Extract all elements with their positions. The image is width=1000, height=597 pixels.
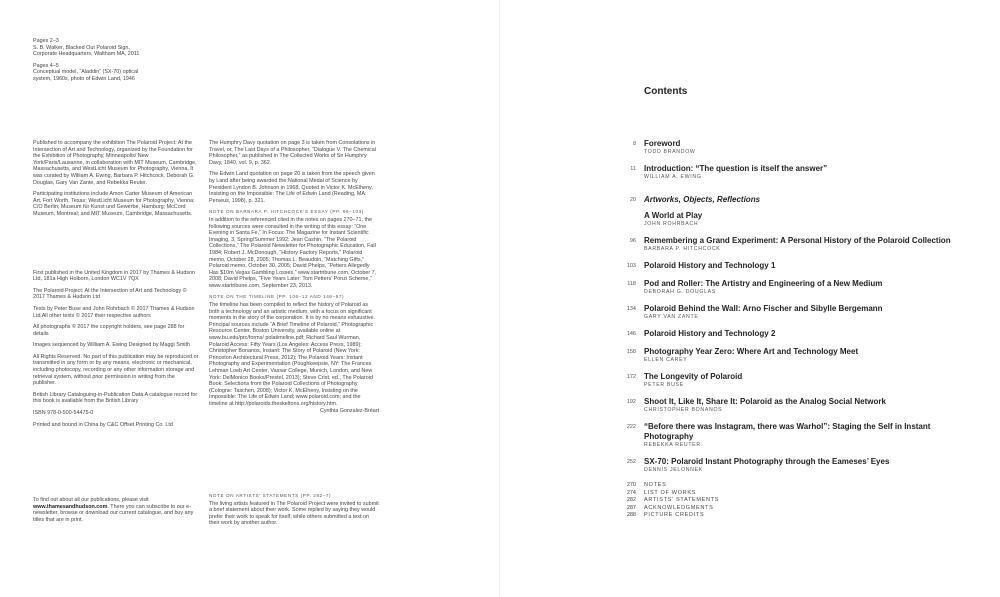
toc-author: DENNIS JELONNEK [644,467,703,473]
toc-entry [598,329,968,339]
caption-1 [33,38,183,58]
notice-text: To find out about all our publications, please visit [33,497,149,503]
toc-entry [598,236,968,253]
toc-title: Foreword [644,139,681,148]
davy-quotation-note: The Humphry Davy quotation on page 3 is taken from Consolations in Travel, or, The Last Days of a Philosopher, “Dialogue V. The Chemical Philosopher,” as published in The Collected Works of Sir Humphry Davy, 1840, vol. 9, p. 362. [209,140,376,166]
toc-entry [598,422,968,449]
back-matter-entry [598,490,898,498]
toc-page-number: 8 [632,141,636,148]
caption-line: Conceptual model, “Aladdin” (SX-70) optical [33,69,139,76]
toc-page-number: 146 [626,331,636,338]
toc-entry-body [644,372,742,389]
back-matter-entry [598,505,898,513]
toc-entry [598,164,968,181]
toc-title: “Before there was Instagram, there was Warhol”: Staging the Self in Instant Photography [644,422,931,441]
exhibition-paragraph: Published to accompany the exhibition The Polaroid Project: At the Intersection of Art and Technology, organized by the Foundation for the Exhibition of Photography, Minneapolis/ New York/Paris/Lausanne, in collaboration with MIT Museum, Cambridge, Massachusetts, and WestLicht Museum for Photography, Vienna. It was curated by William A. Ewing, Barbara P. Hitchcock, Deborah G. Douglas, Gary Van Zante, and Rebekka Reuter. [33,140,197,186]
toc-page-number: 158 [626,349,636,356]
note-body: The living artists featured in The Polaroid Project were invited to submit a brief statement about their work. Some replied by saying they would prefer their work to speak for itself, while others submitted a text on their work by another author. [209,500,379,527]
toc-entry-body [644,279,882,296]
image-captions [33,38,183,88]
first-published: First published in the United Kingdom in 2017 by Thames & Hudson Ltd, 181a High Holborn, London WC1V 7QX [33,269,196,283]
toc-author: GARY VAN ZANTE [644,314,699,320]
caption-2 [33,63,183,83]
toc-author: REBEKKA REUTER [644,442,701,448]
toc-title: SX-70: Polaroid Instant Photography through the Eameses’ Eyes [644,457,890,466]
note-heading: NOTE ON THE TIMELINE (PP. 106–12 AND 146–57) [209,294,345,300]
note-heading: NOTE ON ARTISTS’ STATEMENTS (PP. 282–7) [209,493,332,498]
toc-page-number: 103 [626,263,636,270]
photographs-copyright: All photographs © 2017 the copyright holders, see page 288 for details [33,324,185,337]
toc-entry [598,347,968,364]
toc-entry-body [644,347,858,364]
toc-title: Introduction: “The question is itself the answer” [644,164,828,173]
toc-title: A World at Play [644,211,703,220]
land-quotation-note: The Edwin Land quotation on page 20 is taken from the speech given by Land after being awarded the National Medal of Science by President Lyndon B. Johnson in 1968. Quoted in Victor K. McElheny, Insisting on the Impossible: The Life of Edwin Land (Reading, MA: Perseus, 1998), p. 321. [209,171,375,204]
title-copyright: The Polaroid Project: At the Intersection of Art and Technology © 2017 Thames & Hudson Ltd [33,287,187,301]
rights-reserved: All Rights Reserved. No part of this publication may be reproduced or transmitted in any form or by any means, electronic or mechanical, including photocopy, recording or any other information storage and retrieval system, without prior permission in writing from the publisher. [33,353,199,387]
note-signature: Cynthia Gonzalez-Bréart [319,407,379,414]
toc-author: JOHN ROHRBACH [644,221,699,227]
back-matter-label: NOTES [644,482,667,488]
toc-author: TODD BRANDOW [644,149,696,155]
toc-entry-body [644,195,760,205]
caption-line: S. B. Walker, Blacked Out Polaroid Sign, [33,44,130,51]
toc-page-number: 172 [626,374,636,381]
copyright-column [33,140,199,433]
note-heading: NOTE ON BARBARA P. HITCHCOCK’S ESSAY (PP. 96–103) [209,209,364,215]
back-matter-entry [598,497,898,505]
back-matter-page-number: 274 [626,489,636,496]
back-matter-entry [598,482,898,490]
back-matter-page-number: 270 [626,482,636,488]
toc-page-number: 118 [627,281,636,288]
toc-page-number: 20 [629,197,636,204]
toc-entry [598,195,968,205]
toc-author: WILLIAM A. EWING [644,174,702,180]
toc-entry-body [644,397,886,414]
toc-page-number: 11 [630,166,636,173]
toc-entry [598,397,968,414]
credits: Images sequenced by William A. Ewing Designed by Maggi Smith [33,342,191,349]
table-of-contents [598,139,968,474]
back-matter-label: LIST OF WORKS [644,489,697,496]
publisher-url[interactable]: www.thamesandhudson.com [33,503,108,510]
toc-author: BARBARA P. HITCHCOCK [644,246,721,252]
toc-page-number: 134 [626,306,636,313]
toc-author: PETER BUSE [644,382,684,388]
institutions-paragraph: Participating institutions include Amon Carter Museum of American Art, Fort Worth, Texas; WestLicht Museum for Photography, Vienna; C/O Berlin; Museum für Kunst und Gewerbe, Hamburg; McCord Museum, Montreal; and MIT Museum, Cambridge, Massachusetts. [33,191,195,217]
caption-line: Corporate Headquarters, Waltham MA, 2011 [33,51,140,58]
toc-author: DEBORAH G. DOUGLAS [644,289,716,295]
isbn: ISBN 978-0-500-54475-0 [33,410,94,417]
back-matter-page-number: 288 [626,512,636,519]
toc-title: Remembering a Grand Experiment: A Personal History of the Polaroid Collection [644,236,951,245]
toc-entry [598,457,968,474]
back-matter-list [598,482,898,520]
back-matter-entry [598,512,898,520]
toc-entry [598,279,968,296]
toc-title: Polaroid History and Technology 2 [644,329,776,338]
toc-entry [598,211,968,228]
back-matter-label: PICTURE CREDITS [644,512,705,519]
right-page [500,0,1000,597]
toc-entry [598,139,968,156]
artists-statements-note [209,493,379,532]
caption-pages: Pages 2–3 [33,38,59,44]
toc-entry [598,304,968,321]
toc-title: Photography Year Zero: Where Art and Technology Meet [644,347,859,356]
toc-page-number: 222 [626,424,636,431]
contents-title: Contents [644,86,688,97]
toc-page-number: 96 [629,238,636,245]
toc-page-number [598,211,636,213]
toc-entry-body [644,261,775,271]
toc-entry-body [644,304,883,321]
toc-entry-body [644,236,951,253]
toc-page-number: 192 [626,399,636,406]
toc-author: CHRISTOPHER BONANOS [644,407,723,413]
toc-entry-body [644,457,889,474]
toc-title: Pod and Roller: The Artistry and Engineering of a New Medium [644,279,883,288]
caption-line: system, 1960s, photo of Edwin Land, 1946 [33,75,135,82]
back-matter-label: ARTISTS’ STATEMENTS [644,497,720,504]
sources-column [209,140,379,419]
toc-entry [598,261,968,271]
toc-entry-body [644,139,696,156]
caption-pages: Pages 4–5 [33,62,59,69]
toc-title: Artworks, Objects, Reflections [644,195,761,204]
toc-page-number: 252 [626,459,636,466]
publisher-notice [33,497,199,528]
back-matter-page-number: 282 [626,497,636,504]
note-body: The timeline has been compiled to reflect the history of Polaroid as both a technology and an artistic medium, with a focus on significant moments in the story of the corporation. It is by no means exhaustive. Principal sources include “A Brief Timeline of Polaroid,” Photographic Resource Center, Boston University, available online at www.bu.edu/prc/forms/ polatimeline.pdf; Richard Saul Wurman, Polaroid Access: Fifty Years (Los Angeles: Access Press, 1989); Christopher Bonanos, Instant: The Story of Polaroid (New York: Princeton Architectural Press, 2012); The Polaroid Years: Instant Photography and Experimentation (Poughkeepsie, NY: The Frances Lehman Loeb Art Center, Vassar College, Munich, London, and New York: DelMonico Books/Prestel, 2013); Steve Crist, ed., The Polaroid Book: Selections from the Polaroid Collections of Photography (Cologne: Taschen, 2008); Victor K. McElheny, Insisting on the Impossible: The Life of Edwin Land; www.polaroid.com; and the timeline at http://polaroids.theskeltons.org/history.htm. [209,302,375,407]
toc-entry [598,372,968,389]
notice-text: . There you can subscribe to our e-newsletter, browse or download our current catalogue, and buy any titles that are in print. [33,503,194,523]
note-body: In addition to the referenced cited in the notes on pages 270–71, the following sources were consulted in the writing of this essay: “One Evening in Santa Fe,” In Focus: The Magazine for Instant Scientific Imaging, 3, Spring/Summer 1992; Jean Cashin, “The Polaroid Collections,” The Polaroid Newsletter for Photographic Education, Fall 1984; Robert J. McDonough, “History Factory Reports,” Polaroid memo, October 28, 2005; Thomas L. Beaudoin, “Matching Gifts,” Polaroid memo, October 30, 2005; David Phelps, “Petters Allegedly Has $10m Vegas Gambling Losses,” www.startribune.com, October 7, 2008; David Phelps, “Five Years Later: Tom Petters’ Ponzi Scheme,” www.startribune.com, September 23, 2013. [209,216,377,289]
toc-entry-body [644,329,775,339]
toc-title: The Longevity of Polaroid [644,372,743,381]
back-matter-page-number: 287 [626,504,636,511]
toc-title: Shoot It, Like It, Share It: Polaroid as the Analog Social Network [644,397,886,406]
toc-author: ELLEN CAREY [644,357,688,363]
toc-entry-body [644,422,968,449]
cip-data: British Library Cataloguing-in-Publication Data A catalogue record for this book is available from the British Library [33,391,198,405]
printed-in: Printed and bound in China by C&C Offset Printing Co. Ltd [33,421,173,428]
texts-copyright: Texts by Peter Buse and John Rohrbach © 2017 Thames & Hudson Ltd All other texts © 2017 their respective authors [33,305,195,319]
toc-title: Polaroid Behind the Wall: Arno Fischer and Sibylle Bergemann [644,304,883,313]
back-matter-label: ACKNOWLEDGMENTS [644,504,714,511]
toc-entry-body [644,211,702,228]
toc-entry-body [644,164,827,181]
toc-title: Polaroid History and Technology 1 [644,261,776,270]
